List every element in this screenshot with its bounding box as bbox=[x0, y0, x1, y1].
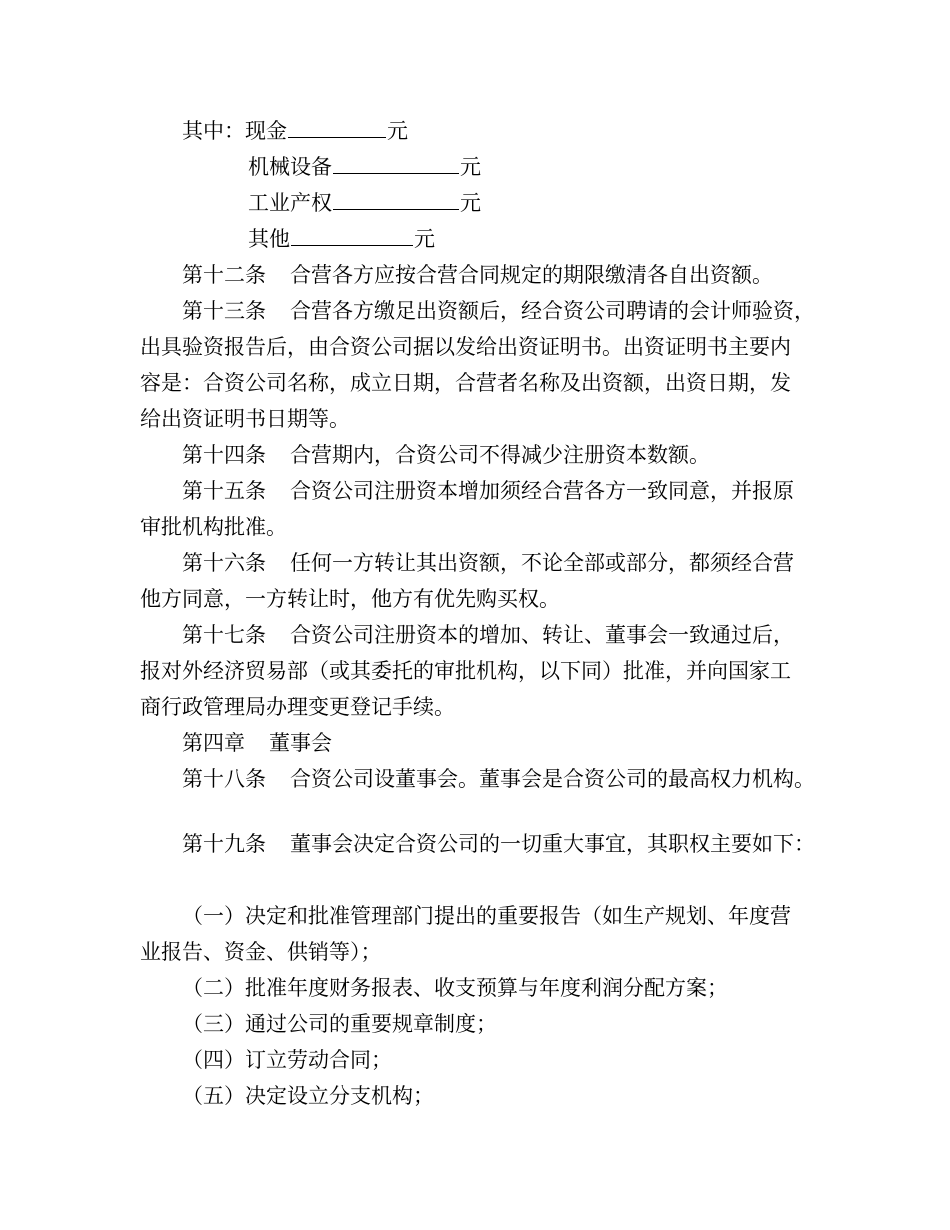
article-number: 第十八条 bbox=[182, 767, 266, 791]
yuan-unit: 元 bbox=[414, 227, 435, 251]
article-17-cont-2: 商行政管理局办理变更登记手续。 bbox=[140, 695, 455, 719]
power-item-2: （二）批准年度财务报表、收支预算与年度利润分配方案； bbox=[182, 976, 728, 1000]
power-item-1-cont: 业报告、资金、供销等）； bbox=[140, 940, 382, 964]
article-13-cont-1: 出具验资报告后，由合资公司据以发给出资证明书。出资证明书主要内 bbox=[140, 335, 791, 359]
capital-line-other bbox=[248, 225, 435, 253]
capital-intro: 其中： bbox=[182, 119, 245, 143]
capital-line-cash bbox=[182, 117, 408, 145]
article-number: 第十三条 bbox=[182, 299, 266, 323]
article-text: 合营各方缴足出资额后，经合资公司聘请的会计师验资， bbox=[290, 299, 815, 323]
power-item-5: （五）决定设立分支机构； bbox=[182, 1084, 434, 1108]
power-item-4: （四）订立劳动合同； bbox=[182, 1048, 392, 1072]
chapter-title: 董事会 bbox=[269, 731, 332, 755]
article-text: 合营期内，合资公司不得减少注册资本数额。 bbox=[290, 443, 710, 467]
article-number: 第十七条 bbox=[182, 623, 266, 647]
article-16 bbox=[182, 549, 794, 577]
blank-ip-amount bbox=[333, 191, 459, 210]
article-text: 合营各方应按合营合同规定的期限缴清各自出资额。 bbox=[290, 263, 773, 287]
capital-line-ip bbox=[248, 189, 481, 217]
chapter-4-heading bbox=[182, 729, 332, 757]
blank-cash-amount bbox=[288, 119, 386, 138]
yuan-unit: 元 bbox=[387, 119, 408, 143]
article-number: 第十五条 bbox=[182, 479, 266, 503]
power-item-1: （一）决定和批准管理部门提出的重要报告（如生产规划、年度营 bbox=[182, 904, 791, 928]
power-item-3: （三）通过公司的重要规章制度； bbox=[182, 1012, 497, 1036]
yuan-unit: 元 bbox=[460, 191, 481, 215]
article-15-cont-1: 审批机构批准。 bbox=[140, 515, 287, 539]
article-17-cont-1: 报对外经济贸易部（或其委托的审批机构，以下同）批准，并向国家工 bbox=[140, 659, 791, 683]
article-17 bbox=[182, 621, 794, 649]
article-number: 第十九条 bbox=[182, 832, 266, 856]
article-text: 任何一方转让其出资额，不论全部或部分，都须经合营 bbox=[290, 551, 794, 575]
capital-line-machinery bbox=[248, 153, 481, 181]
blank-machinery-amount bbox=[333, 155, 459, 174]
article-12 bbox=[182, 261, 773, 289]
capital-label-cash: 现金 bbox=[245, 119, 287, 143]
article-19 bbox=[182, 830, 815, 858]
article-16-cont-1: 他方同意，一方转让时，他方有优先购买权。 bbox=[140, 587, 560, 611]
article-13 bbox=[182, 297, 815, 325]
article-15 bbox=[182, 477, 794, 505]
article-number: 第十二条 bbox=[182, 263, 266, 287]
article-text: 合资公司注册资本的增加、转让、董事会一致通过后， bbox=[290, 623, 794, 647]
article-13-cont-3: 给出资证明书日期等。 bbox=[140, 407, 350, 431]
article-number: 第十六条 bbox=[182, 551, 266, 575]
article-14 bbox=[182, 441, 710, 469]
article-text: 合资公司设董事会。董事会是合资公司的最高权力机构。 bbox=[290, 767, 815, 791]
article-text: 董事会决定合资公司的一切重大事宜，其职权主要如下： bbox=[290, 832, 815, 856]
capital-label-machinery: 机械设备 bbox=[248, 155, 332, 179]
article-number: 第十四条 bbox=[182, 443, 266, 467]
capital-label-ip: 工业产权 bbox=[248, 191, 332, 215]
yuan-unit: 元 bbox=[460, 155, 481, 179]
article-13-cont-2: 容是：合资公司名称，成立日期，合营者名称及出资额，出资日期，发 bbox=[140, 371, 791, 395]
chapter-number: 第四章 bbox=[182, 731, 245, 755]
capital-label-other: 其他 bbox=[248, 227, 290, 251]
blank-other-amount bbox=[291, 227, 413, 246]
article-text: 合资公司注册资本增加须经合营各方一致同意，并报原 bbox=[290, 479, 794, 503]
article-18 bbox=[182, 765, 815, 793]
